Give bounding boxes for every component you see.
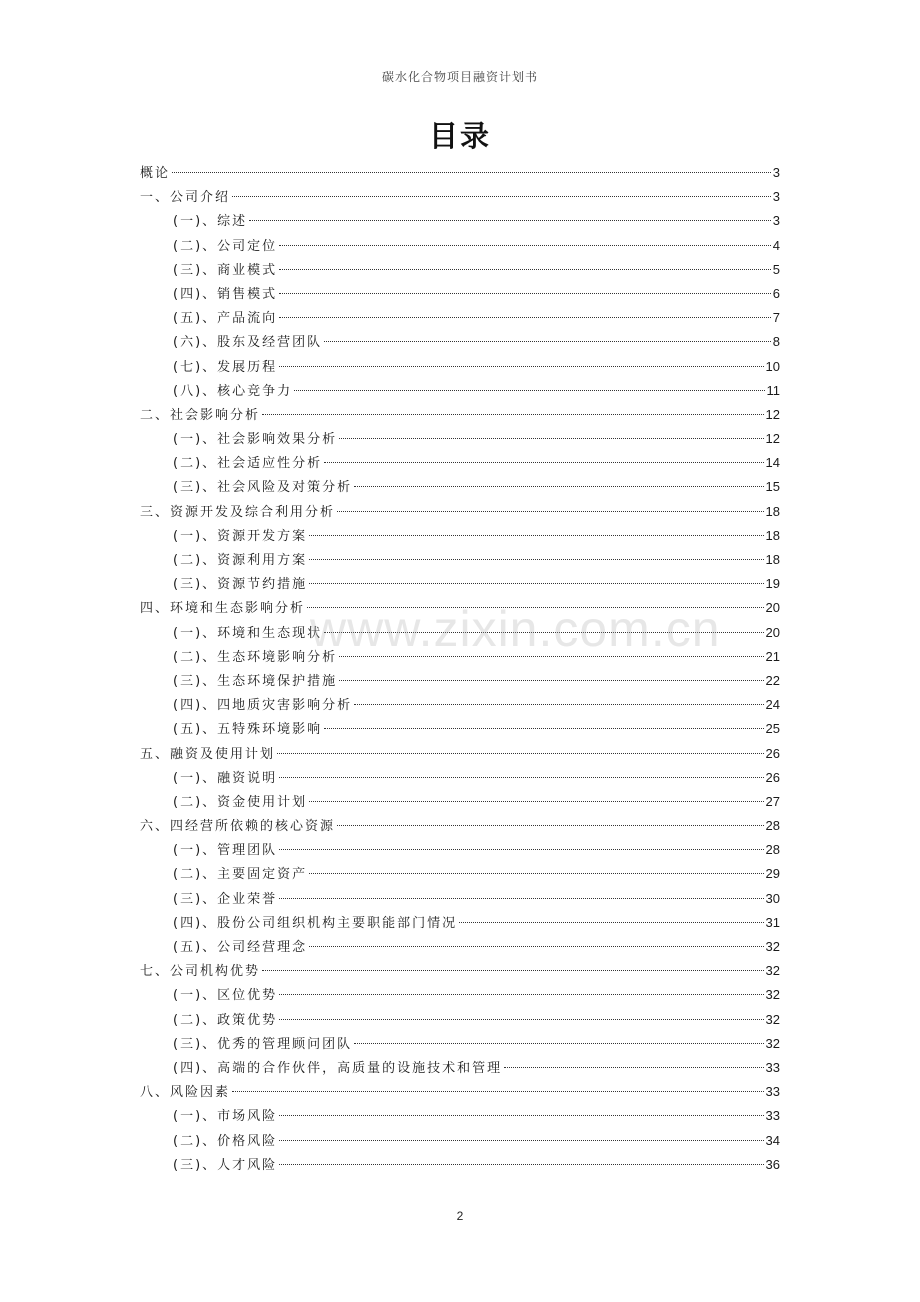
toc-entry-title: (一)、管理团队 [173, 843, 278, 859]
toc-entry-page: 8 [772, 334, 780, 350]
toc-dot-leader [294, 390, 764, 391]
toc-entry-title: (三)、资源节约措施 [173, 577, 308, 593]
toc-entry-page: 7 [772, 310, 780, 326]
toc-entry-title: (四)、销售模式 [173, 286, 278, 302]
toc-entry[interactable] [140, 500, 780, 524]
toc-entry-page: 18 [765, 503, 780, 519]
toc-entry-page: 32 [765, 963, 780, 979]
toc-dot-leader [279, 994, 763, 995]
toc-entry[interactable] [140, 451, 780, 475]
toc-entry[interactable] [140, 596, 780, 620]
toc-entry-page: 21 [765, 648, 780, 664]
toc-entry[interactable] [140, 1056, 780, 1080]
toc-entry-page: 20 [765, 624, 780, 640]
toc-dot-leader [339, 438, 763, 439]
toc-entry-title: (二)、价格风险 [173, 1133, 278, 1149]
toc-entry[interactable] [140, 330, 780, 354]
toc-dot-leader [279, 1115, 763, 1116]
toc-entry-title: (八)、核心竞争力 [173, 383, 293, 399]
toc-entry-title: (三)、企业荣誉 [173, 891, 278, 907]
toc-entry-page: 3 [772, 165, 780, 180]
toc-entry[interactable] [140, 717, 780, 741]
toc-dot-leader [172, 172, 771, 173]
toc-entry[interactable] [140, 258, 780, 282]
toc-dot-leader [354, 1043, 763, 1044]
toc-entry-page: 32 [765, 987, 780, 1003]
toc-dot-leader [279, 849, 763, 850]
toc-entry-title: (二)、主要固定资产 [173, 867, 308, 883]
toc-entry-page: 18 [765, 552, 780, 567]
toc-dot-leader [339, 656, 763, 657]
toc-entry-page: 3 [772, 189, 780, 205]
toc-entry[interactable] [140, 1032, 780, 1056]
toc-dot-leader [232, 196, 771, 197]
toc-entry-title: 五、融资及使用计划 [140, 746, 276, 762]
toc-entry-page: 14 [765, 455, 780, 471]
toc-entry-page: 32 [765, 1035, 780, 1051]
toc-entry-page: 34 [765, 1132, 780, 1148]
toc-dot-leader [279, 269, 771, 270]
toc-entry-title: (二)、资金使用计划 [173, 794, 308, 810]
toc-entry[interactable] [140, 524, 780, 548]
toc-entry[interactable] [140, 1153, 780, 1177]
toc-dot-leader [309, 583, 763, 584]
toc-entry-page: 25 [765, 721, 780, 737]
toc-dot-leader [324, 632, 763, 633]
table-of-contents [140, 161, 780, 1177]
toc-entry-page: 26 [765, 745, 780, 761]
toc-entry-page: 20 [765, 600, 780, 616]
toc-dot-leader [337, 511, 764, 512]
toc-entry-title: (二)、社会适应性分析 [173, 456, 323, 472]
toc-entry[interactable] [140, 209, 780, 233]
toc-entry-page: 28 [765, 842, 780, 858]
toc-entry-page: 4 [772, 237, 780, 253]
toc-entry-title: (三)、社会风险及对策分析 [173, 480, 353, 496]
toc-entry[interactable] [140, 693, 780, 717]
toc-entry[interactable] [140, 862, 780, 886]
toc-entry-title: (一)、综述 [173, 214, 248, 230]
toc-entry-page: 31 [765, 914, 780, 930]
toc-entry[interactable] [140, 306, 780, 330]
toc-dot-leader [232, 1091, 764, 1092]
toc-entry[interactable] [140, 621, 780, 645]
toc-entry[interactable] [140, 645, 780, 669]
watermark: www.zixin.com.cn [310, 601, 721, 657]
toc-entry-title: (六)、股东及经营团队 [173, 335, 323, 351]
toc-dot-leader [279, 366, 763, 367]
toc-entry[interactable] [140, 742, 780, 766]
toc-entry-title: (一)、区位优势 [173, 988, 278, 1004]
toc-entry-title: (一)、市场风险 [173, 1109, 278, 1125]
toc-title: 目录 [428, 119, 491, 153]
toc-entry-title: (五)、产品流向 [173, 311, 278, 327]
toc-entry[interactable] [140, 814, 780, 838]
toc-entry[interactable] [140, 1104, 780, 1128]
toc-entry-title: (七)、发展历程 [173, 359, 278, 375]
toc-entry-title: (一)、资源开发方案 [173, 528, 308, 544]
toc-entry-title: (三)、优秀的管理顾问团队 [173, 1036, 353, 1052]
toc-dot-leader [324, 462, 763, 463]
toc-entry[interactable] [140, 355, 780, 379]
toc-entry[interactable] [140, 669, 780, 693]
toc-entry-page: 3 [772, 213, 780, 229]
toc-entry[interactable] [140, 983, 780, 1007]
toc-entry-page: 32 [765, 1011, 780, 1027]
toc-entry-title: (二)、生态环境影响分析 [173, 649, 338, 665]
toc-entry-page: 5 [772, 261, 780, 277]
toc-entry-page: 33 [765, 1084, 780, 1100]
running-header: 碳水化合物项目融资计划书 [381, 70, 538, 84]
toc-entry-page: 6 [772, 285, 780, 301]
toc-entry-title: 二、社会影响分析 [140, 407, 261, 423]
toc-entry-title: (一)、环境和生态现状 [173, 625, 323, 641]
toc-dot-leader [279, 777, 763, 778]
toc-entry-title: 六、四经营所依赖的核心资源 [140, 819, 336, 835]
toc-entry-page: 33 [765, 1108, 780, 1124]
toc-dot-leader [309, 873, 763, 874]
toc-entry-title: 七、公司机构优势 [140, 964, 261, 980]
toc-entry-title: (一)、社会影响效果分析 [173, 432, 338, 448]
toc-entry-title: (五)、公司经营理念 [173, 940, 308, 955]
toc-dot-leader [279, 245, 771, 246]
toc-entry-page: 27 [765, 793, 780, 809]
page-number: 2 [456, 1209, 464, 1223]
toc-entry-title: 三、资源开发及综合利用分析 [140, 504, 336, 520]
toc-dot-leader [279, 293, 771, 294]
toc-dot-leader [279, 1164, 763, 1165]
toc-entry[interactable] [140, 475, 780, 499]
toc-entry-page: 12 [765, 431, 780, 447]
toc-entry-page: 30 [765, 890, 780, 906]
toc-dot-leader [324, 728, 763, 729]
toc-dot-leader [504, 1067, 763, 1068]
toc-dot-leader [354, 704, 763, 705]
toc-entry-title: (三)、商业模式 [173, 262, 278, 278]
toc-entry-page: 36 [765, 1156, 780, 1172]
toc-dot-leader [249, 220, 771, 221]
toc-dot-leader [309, 801, 763, 802]
toc-entry[interactable] [140, 427, 780, 451]
toc-entry[interactable] [140, 887, 780, 911]
toc-entry[interactable] [140, 185, 780, 209]
toc-dot-leader [277, 753, 764, 754]
toc-entry[interactable] [140, 766, 780, 790]
toc-dot-leader [279, 317, 771, 318]
toc-entry-title: (四)、高端的合作伙伴，高质量的设施技术和管理 [173, 1060, 503, 1076]
toc-dot-leader [339, 680, 763, 681]
toc-entry-page: 24 [765, 697, 780, 713]
toc-entry-title: (二)、资源利用方案 [173, 553, 308, 568]
toc-dot-leader [337, 825, 764, 826]
toc-entry-title: 八、风险因素 [140, 1085, 231, 1101]
toc-entry-page: 18 [765, 527, 780, 543]
toc-entry[interactable] [140, 959, 780, 983]
toc-entry[interactable] [140, 379, 780, 403]
toc-entry[interactable] [140, 790, 780, 814]
toc-entry-title: (四)、四地质灾害影响分析 [173, 698, 353, 714]
toc-entry-title: (五)、五特殊环境影响 [173, 722, 323, 738]
toc-entry-page: 22 [765, 672, 780, 688]
toc-entry[interactable] [140, 403, 780, 427]
toc-entry-page: 33 [765, 1059, 780, 1075]
toc-dot-leader [279, 1140, 763, 1141]
toc-dot-leader [262, 970, 764, 971]
toc-entry-title: (二)、公司定位 [173, 238, 278, 254]
toc-dot-leader [309, 946, 763, 947]
toc-entry[interactable] [140, 282, 780, 306]
toc-entry-title: (三)、人才风险 [173, 1157, 278, 1173]
toc-entry[interactable] [140, 548, 780, 572]
toc-entry-page: 11 [766, 382, 780, 398]
toc-dot-leader [459, 922, 763, 923]
toc-entry[interactable] [140, 1080, 780, 1104]
toc-dot-leader [309, 535, 763, 536]
toc-entry-title: (二)、政策优势 [173, 1012, 278, 1028]
toc-dot-leader [279, 898, 763, 899]
toc-entry-page: 26 [765, 769, 780, 785]
toc-dot-leader [279, 1019, 763, 1020]
toc-entry-page: 10 [765, 358, 780, 374]
toc-entry-title: (四)、股份公司组织机构主要职能部门情况 [173, 915, 458, 931]
toc-dot-leader [262, 414, 764, 415]
toc-entry[interactable] [140, 1008, 780, 1032]
toc-dot-leader [309, 559, 763, 560]
toc-entry[interactable] [140, 572, 780, 596]
toc-entry[interactable] [140, 935, 780, 959]
toc-entry-page: 29 [765, 866, 780, 882]
toc-entry-title: 四、环境和生态影响分析 [140, 601, 306, 617]
toc-entry-title: 一、公司介绍 [140, 190, 231, 206]
toc-entry-page: 12 [765, 406, 780, 422]
toc-entry-title: (一)、融资说明 [173, 770, 278, 786]
toc-entry-page: 28 [765, 818, 780, 834]
toc-dot-leader [307, 607, 764, 608]
toc-dot-leader [324, 341, 771, 342]
toc-entry[interactable] [140, 911, 780, 935]
toc-entry-page: 19 [765, 576, 780, 592]
toc-entry-page: 32 [765, 939, 780, 954]
toc-entry-page: 15 [765, 479, 780, 495]
toc-entry[interactable] [140, 838, 780, 862]
toc-entry-title: (三)、生态环境保护措施 [173, 673, 338, 689]
toc-entry[interactable] [140, 1129, 780, 1153]
toc-entry[interactable] [140, 161, 780, 185]
toc-entry-title: 概论 [140, 166, 171, 181]
toc-entry[interactable] [140, 234, 780, 258]
toc-dot-leader [354, 486, 763, 487]
